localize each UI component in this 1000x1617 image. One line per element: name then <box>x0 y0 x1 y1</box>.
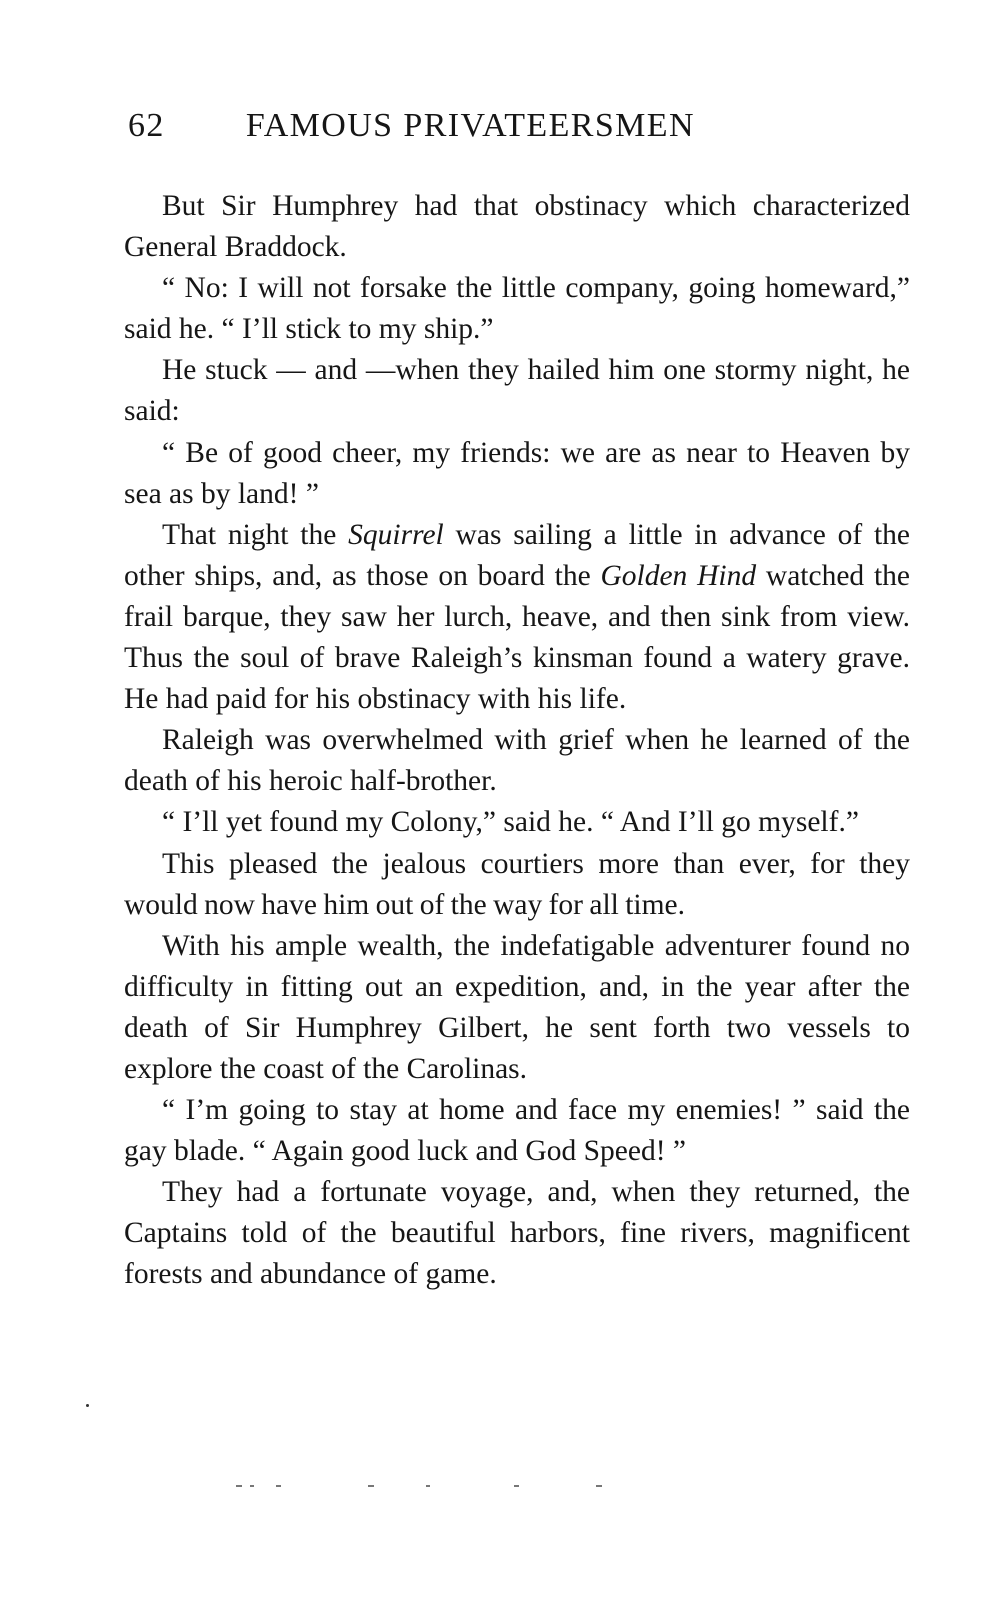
paragraph: He stuck — and —when they hailed him one stormy night, he said: <box>124 354 910 428</box>
speck <box>236 1485 242 1487</box>
speck <box>368 1485 374 1487</box>
paragraph: They had a fortunate voyage, and, when they returned, the Captains told of the beautiful harbors, fine rivers, magnificent forests and abundance of game. <box>124 1176 910 1291</box>
paragraph: “ Be of good cheer, my friends: we are as near to Heaven by sea as by land! ” <box>124 436 910 510</box>
paragraph: “ I’m going to stay at home and face my enemies! ” said the gay blade. “ Again good luck and God Speed! ” <box>124 1094 910 1168</box>
paragraph: “ No: I will not forsake the little company, going homeward,” said he. “ I’ll stick to my ship.” <box>124 272 910 346</box>
paragraph: But Sir Humphrey had that obstinacy which characterized General Braddock. <box>124 190 910 264</box>
ship-name: Golden Hind <box>600 559 757 592</box>
body-text <box>124 186 910 1296</box>
speck <box>276 1485 281 1487</box>
ship-name: Squirrel <box>348 518 444 551</box>
speck <box>426 1485 430 1487</box>
page-header <box>128 104 908 148</box>
running-head: FAMOUS PRIVATEERSMEN <box>245 107 695 144</box>
page-number: 62 <box>128 107 165 144</box>
speck <box>596 1485 602 1487</box>
margin-speck <box>86 1404 89 1407</box>
paragraph: With his ample wealth, the indefatigable adventurer found no difficulty in fitting out an expedition, and, in the year after the death of Sir Humphrey Gilbert, he sent forth two vessels to explore the coast of the Carolinas. <box>124 929 910 1085</box>
paragraph: That night the Squirrel was sailing a little in advance of the other ships, and, as those on board the Golden Hind watched the frail barque, they saw her lurch, heave, and then sink from view. Thus the soul of brave Raleigh’s kinsman found a watery grave. He had paid for his obstinacy with his life. <box>124 518 911 716</box>
speck <box>514 1485 519 1487</box>
scan-specks <box>236 1485 616 1489</box>
speck <box>250 1485 254 1487</box>
paragraph: “ I’ll yet found my Colony,” said he. “ And I’ll go myself.” <box>162 806 859 839</box>
paragraph: This pleased the jealous courtiers more than ever, for they would now have him out of the way for all time. <box>124 847 910 921</box>
paragraph: Raleigh was overwhelmed with grief when he learned of the death of his heroic half-brother. <box>124 724 910 798</box>
